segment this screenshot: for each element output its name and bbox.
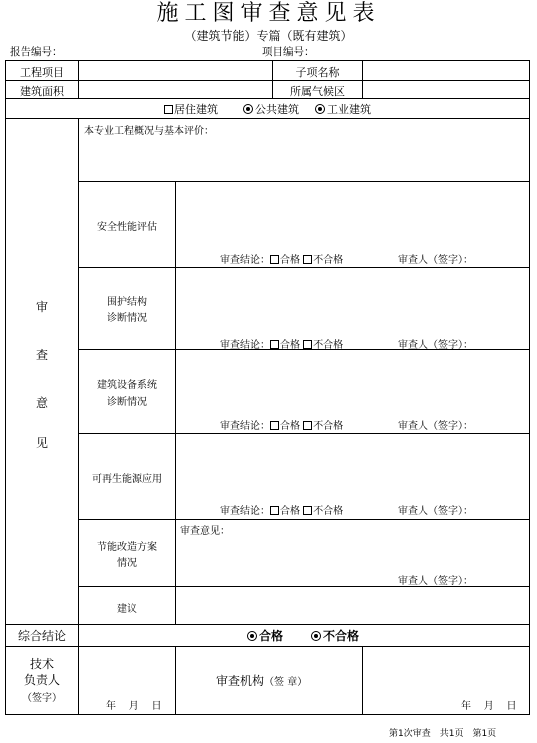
- overview-label: 本专业工程概况与基本评价：: [84, 126, 214, 137]
- suggestion-label: 建议: [117, 604, 137, 615]
- reviewer-signature-label: 审查人（签字）：: [398, 255, 473, 266]
- public-option[interactable]: 公共建筑: [243, 101, 299, 117]
- summary-fail-option[interactable]: 不合格: [311, 627, 359, 644]
- conclusion-row: 审查结论： 合格 不合格: [220, 255, 344, 266]
- tech-label-2: 负责人: [23, 673, 60, 687]
- section-equipment-label-2: 诊断情况: [107, 397, 147, 408]
- reviewer-signature-label: 审查人（签字）：: [398, 576, 473, 587]
- radio-selected-icon: [311, 631, 321, 641]
- page-title: 施工图审查意见表: [156, 1, 381, 26]
- reviewer-signature-label: 审查人（签字）：: [398, 506, 473, 517]
- checkbox-icon[interactable]: [270, 421, 279, 430]
- checkbox-icon[interactable]: [270, 255, 279, 264]
- checkbox-icon[interactable]: [303, 340, 312, 349]
- area-label: 建筑面积: [20, 85, 64, 98]
- subitem-label: 子项名称: [295, 66, 340, 79]
- project-label: 工程项目: [20, 66, 64, 79]
- section-retrofit-label-1: 节能改造方案: [97, 542, 157, 553]
- section-renewable-label: 可再生能源应用: [92, 474, 162, 485]
- radio-selected-icon: [247, 631, 257, 641]
- overview-field[interactable]: [84, 138, 524, 178]
- summary-label: 综合结论: [17, 629, 66, 643]
- conclusion-row: 审查结论： 合格 不合格: [220, 421, 344, 432]
- suggestion-field[interactable]: [178, 590, 526, 620]
- area-field[interactable]: [80, 82, 270, 96]
- industrial-option[interactable]: 工业建筑: [315, 101, 371, 117]
- page-footer: 第1次审查 共1页 第1页: [389, 729, 497, 739]
- review-char-1: 审: [36, 300, 49, 314]
- checkbox-icon[interactable]: [303, 255, 312, 264]
- checkbox-icon[interactable]: [270, 506, 279, 515]
- radio-selected-icon: [243, 104, 253, 114]
- summary-pass-option[interactable]: 合格: [247, 627, 283, 644]
- tech-date: 年 月 日: [106, 701, 162, 712]
- review-char-4: 见: [36, 436, 49, 450]
- checkbox-icon[interactable]: [270, 340, 279, 349]
- checkbox-icon: [164, 105, 173, 114]
- agency-date: 年 月 日: [461, 701, 517, 712]
- subitem-field[interactable]: [364, 62, 528, 78]
- agency-label: 审查机构（签 章）: [216, 674, 308, 688]
- project-number-label: 项目编号：: [262, 46, 315, 58]
- page-subtitle: （建筑节能）专篇（既有建筑）: [184, 29, 353, 43]
- review-char-2: 查: [36, 348, 49, 362]
- review-char-3: 意: [36, 396, 49, 410]
- section-envelope-label-1: 围护结构: [107, 297, 147, 308]
- tech-label-3: （签字）: [22, 693, 62, 704]
- section-safety-label: 安全性能评估: [97, 222, 157, 233]
- checkbox-icon[interactable]: [303, 506, 312, 515]
- section-retrofit-label-2: 情况: [117, 558, 137, 569]
- checkbox-icon[interactable]: [303, 421, 312, 430]
- section-equipment-label-1: 建筑设备系统: [97, 380, 157, 391]
- conclusion-row: 审查结论： 合格 不合格: [220, 340, 344, 351]
- project-field[interactable]: [80, 62, 270, 78]
- reviewer-signature-label: 审查人（签字）：: [398, 421, 473, 432]
- tech-label-1: 技术: [29, 657, 54, 671]
- climate-field[interactable]: [364, 82, 528, 96]
- residential-option[interactable]: 居住建筑: [164, 101, 218, 117]
- report-number-label: 报告编号：: [10, 46, 63, 58]
- radio-selected-icon: [315, 104, 325, 114]
- section-envelope-label-2: 诊断情况: [107, 313, 147, 324]
- climate-label: 所属气候区: [290, 85, 345, 98]
- conclusion-row: 审查结论： 合格 不合格: [220, 506, 344, 517]
- reviewer-signature-label: 审查人（签字）：: [398, 340, 473, 351]
- review-opinion-label: 审查意见：: [180, 526, 230, 537]
